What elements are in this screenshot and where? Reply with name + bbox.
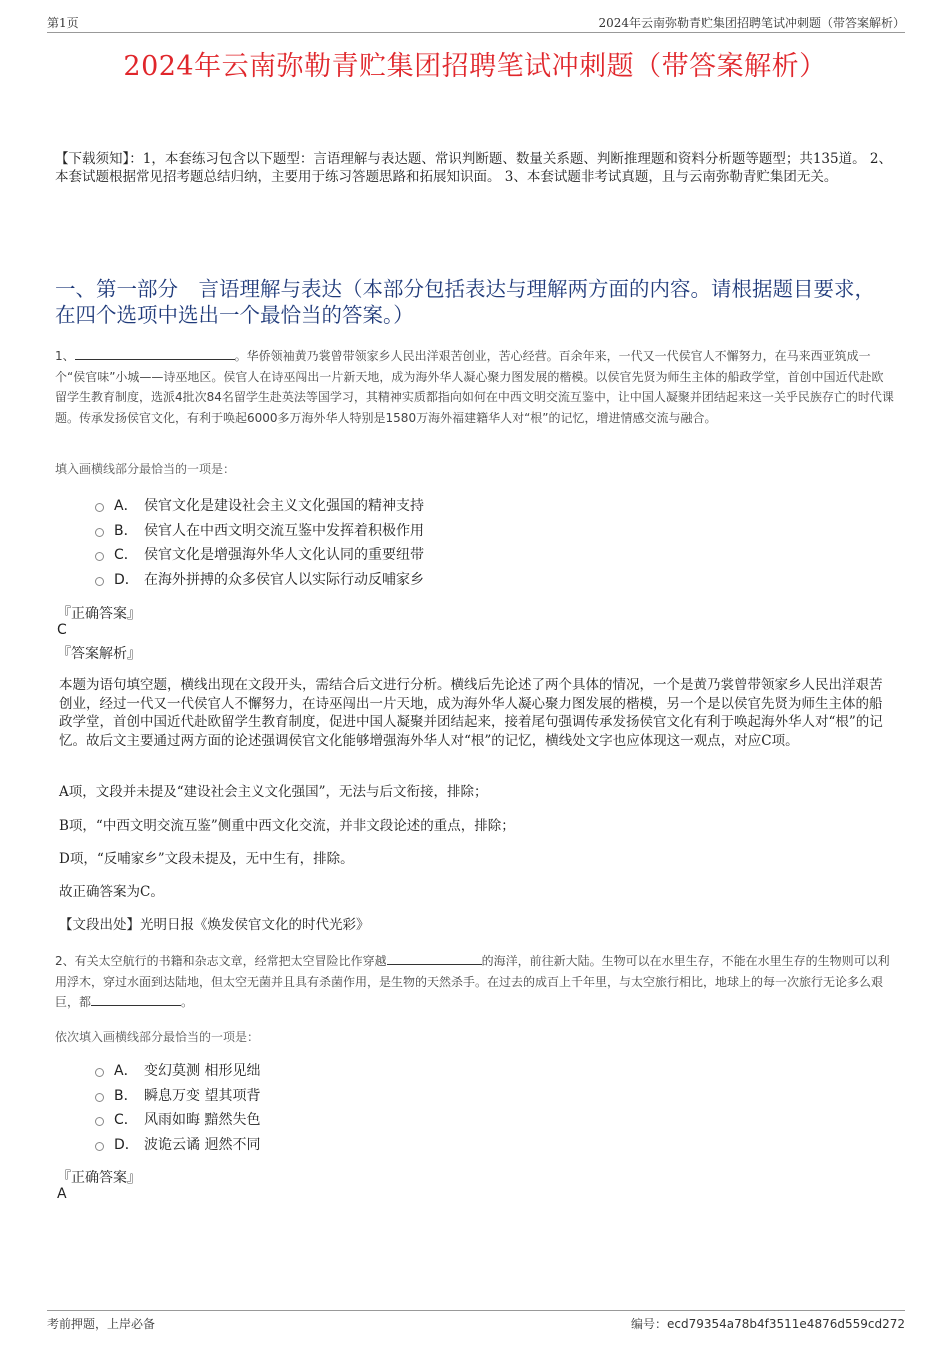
question-2-options: [95, 1058, 260, 1156]
document-title: 2024年云南弥勒青贮集团招聘笔试冲刺题（带答案解析）: [123, 51, 827, 82]
analysis-option-a: A项，文段并未提及“建设社会主义文化强国”，无法与后文衔接，排除；: [59, 784, 488, 800]
question-1-prompt: 填入画横线部分最恰当的一项是：: [55, 462, 236, 476]
radio-icon[interactable]: [95, 1093, 104, 1102]
analysis-label: 『答案解析』: [57, 646, 141, 662]
question-text: 。华侨领袖黄乃裳曾带领家乡人民出洋艰苦创业，苦心经营。百余年来，一代又一代侯官人不懈努力，在马来西亚筑成一个“侯官味”小城——诗巫地区。侯官人在诗巫闯出一片新天地，成为海外华人凝心聚力图发展的楷模。以侯官先贤为师生主体的船政学堂，首创中国近代赴欧留学生教育制度，选派4批次84名留学生赴英法等国学习，其精神实质都指向如何在中西文明交流互鉴中，让中国人凝聚并团结起来这一关乎民族存亡的时代课题。传承发扬侯官文化，有利于唤起6000多万海外华人特别是1580万海外福建籍华人对“根”的记忆，增进情感交流与融合。: [55, 349, 894, 425]
option-b[interactable]: B． 瞬息万变 望其项背: [95, 1083, 260, 1108]
fill-blank: [75, 347, 235, 360]
question-number: 1、: [55, 349, 75, 363]
option-d[interactable]: D． 在海外拼搏的众多侯官人以实际行动反哺家乡: [95, 567, 424, 592]
download-notice: 【下载须知】：1，本套练习包含以下题型：言语理解与表达题、常识判断题、数量关系题、判断推理题和资料分析题等题型；共135道。 2、本套试题根据常见招考题总结归纳，主要用于练习答题思路和拓展知识面。 3、本套试题非考试真题，且与云南弥勒青贮集团无关。: [55, 151, 892, 185]
page-footer: [47, 1310, 905, 1331]
answer-label: 『正确答案』: [57, 606, 141, 622]
radio-icon[interactable]: [95, 1068, 104, 1077]
radio-icon[interactable]: [95, 1142, 104, 1151]
question-text: 有关太空航行的书籍和杂志文章，经常把太空冒险比作穿越: [74, 954, 387, 968]
question-1-options: [95, 493, 424, 591]
radio-icon[interactable]: [95, 1117, 104, 1126]
radio-icon[interactable]: [95, 503, 104, 512]
footer-slogan: 考前押题，上岸必备: [47, 1317, 156, 1331]
question-number: 2、: [55, 954, 75, 968]
analysis-option-d: D项，“反哺家乡”文段未提及，无中生有，排除。: [59, 851, 354, 867]
analysis-conclusion: 故正确答案为C。: [59, 884, 164, 900]
source-citation: 【文段出处】光明日报《焕发侯官文化的时代光彩》: [59, 917, 370, 933]
analysis-paragraph: 本题为语句填空题，横线出现在文段开头，需结合后文进行分析。横线后先论述了两个具体的情况，一个是黄乃裳曾带领家乡人民出洋艰苦创业，经过一代又一代侯官人不懈努力，在诗巫闯出一片天地，成为海外华人凝心聚力图发展的楷模，另一个是以侯官先贤为师生主体的船政学堂，首创中国近代赴欧留学生教育制度，促进中国人凝聚并团结起来，接着尾句强调传承发扬侯官文化有利于唤起海外华人对“根”的记忆。故后文主要通过两方面的论述强调侯官文化能够增强海外华人对“根”的记忆，横线处文字也应体现这一观点，对应C项。: [59, 677, 883, 749]
answer-value: C: [57, 622, 67, 638]
question-2-prompt: 依次填入画横线部分最恰当的一项是：: [55, 1030, 260, 1044]
question-1-stem: [55, 346, 895, 428]
radio-icon[interactable]: [95, 577, 104, 586]
page-number: 第1页: [47, 16, 79, 30]
section-heading: 一、第一部分 言语理解与表达（本部分包括表达与理解两方面的内容。请根据题目要求，在四个选项中选出一个最恰当的答案。）: [55, 277, 875, 327]
answer-value: A: [57, 1186, 67, 1202]
analysis-option-b: B项，“中西文明交流互鉴”侧重中西文化交流，并非文段论述的重点，排除；: [59, 818, 515, 834]
question-2-stem: 2、有关太空航行的书籍和杂志文章，经常把太空冒险比作穿越 的海洋，前往新大陆。生物可以在水里生存，不能在水里生存的生物则可以利用浮木，穿过水面到达陆地，但太空无菌并且具有杀菌作用，是生物的天然杀手。在过去的成百上千年里，与太空旅行相比，地球上的每一次旅行无论多么艰巨，都 。: [55, 954, 890, 1009]
option-a[interactable]: A． 变幻莫测 相形见绌: [95, 1058, 260, 1083]
option-a[interactable]: A． 侯官文化是建设社会主义文化强国的精神支持: [95, 493, 424, 518]
question-text: 的海洋，前往新大陆。生物可以在水里生存，不能在水里生存的生物则可以利用浮木，穿过水面到达陆地，但太空无菌并且具有杀菌作用，是生物的天然杀手。在过去的成百上千年里，与太空旅行相比，地球上的每一次旅行无论多么艰巨，都: [55, 954, 890, 1009]
page-header: [47, 12, 905, 33]
option-c[interactable]: C． 风雨如晦 黯然失色: [95, 1107, 260, 1132]
option-c[interactable]: C． 侯官文化是增强海外华人文化认同的重要纽带: [95, 542, 424, 567]
option-d[interactable]: D． 波诡云谲 迥然不同: [95, 1132, 260, 1157]
header-doc-title: 2024年云南弥勒青贮集团招聘笔试冲刺题（带答案解析）: [598, 16, 905, 30]
radio-icon[interactable]: [95, 528, 104, 537]
answer-label: 『正确答案』: [57, 1170, 141, 1186]
radio-icon[interactable]: [95, 552, 104, 561]
footer-code: 编号：ecd79354a78b4f3511e4876d559cd272: [631, 1317, 905, 1331]
option-b[interactable]: B． 侯官人在中西文明交流互鉴中发挥着积极作用: [95, 518, 424, 543]
fill-blank: [387, 952, 482, 965]
fill-blank: [91, 993, 181, 1006]
